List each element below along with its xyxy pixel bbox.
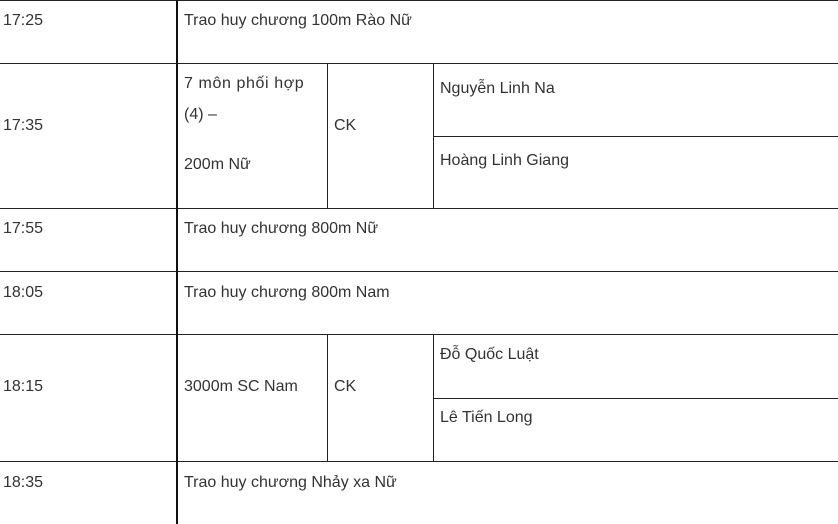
round-cell: CK — [334, 117, 357, 134]
time-cell: 17:55 — [3, 220, 44, 237]
event-cell-line: (4) – — [184, 106, 217, 123]
event-cell: 3000m SC Nam — [184, 378, 298, 395]
row-divider — [0, 271, 838, 272]
athlete-cell: Hoàng Linh Giang — [440, 152, 569, 169]
row-divider — [433, 398, 838, 399]
round-cell: CK — [334, 378, 357, 395]
time-column-divider — [176, 0, 178, 524]
event-cell: Trao huy chương 800m Nam — [184, 284, 390, 301]
time-cell: 17:35 — [3, 117, 44, 134]
event-cell-line: 200m Nữ — [184, 156, 251, 173]
column-divider — [433, 334, 434, 461]
athlete-cell: Đỗ Quốc Luật — [440, 346, 539, 363]
row-divider — [0, 461, 838, 462]
time-cell: 18:35 — [3, 474, 44, 491]
event-cell-line: 7 môn phối hợp — [184, 75, 305, 92]
athlete-cell: Lê Tiến Long — [440, 409, 533, 426]
event-cell: Trao huy chương 800m Nữ — [184, 220, 379, 237]
column-divider — [327, 63, 328, 208]
column-divider — [433, 63, 434, 208]
row-divider — [0, 208, 838, 209]
athlete-cell: Nguyễn Linh Na — [440, 80, 555, 97]
column-divider — [327, 334, 328, 461]
time-cell: 18:05 — [3, 284, 44, 301]
row-divider — [433, 136, 838, 137]
row-divider — [0, 334, 838, 335]
row-divider — [0, 0, 838, 1]
time-cell: 17:25 — [3, 12, 44, 29]
time-cell: 18:15 — [3, 378, 44, 395]
event-cell: Trao huy chương 100m Rào Nữ — [184, 12, 412, 29]
row-divider — [0, 63, 838, 64]
event-cell: Trao huy chương Nhảy xa Nữ — [184, 474, 397, 491]
